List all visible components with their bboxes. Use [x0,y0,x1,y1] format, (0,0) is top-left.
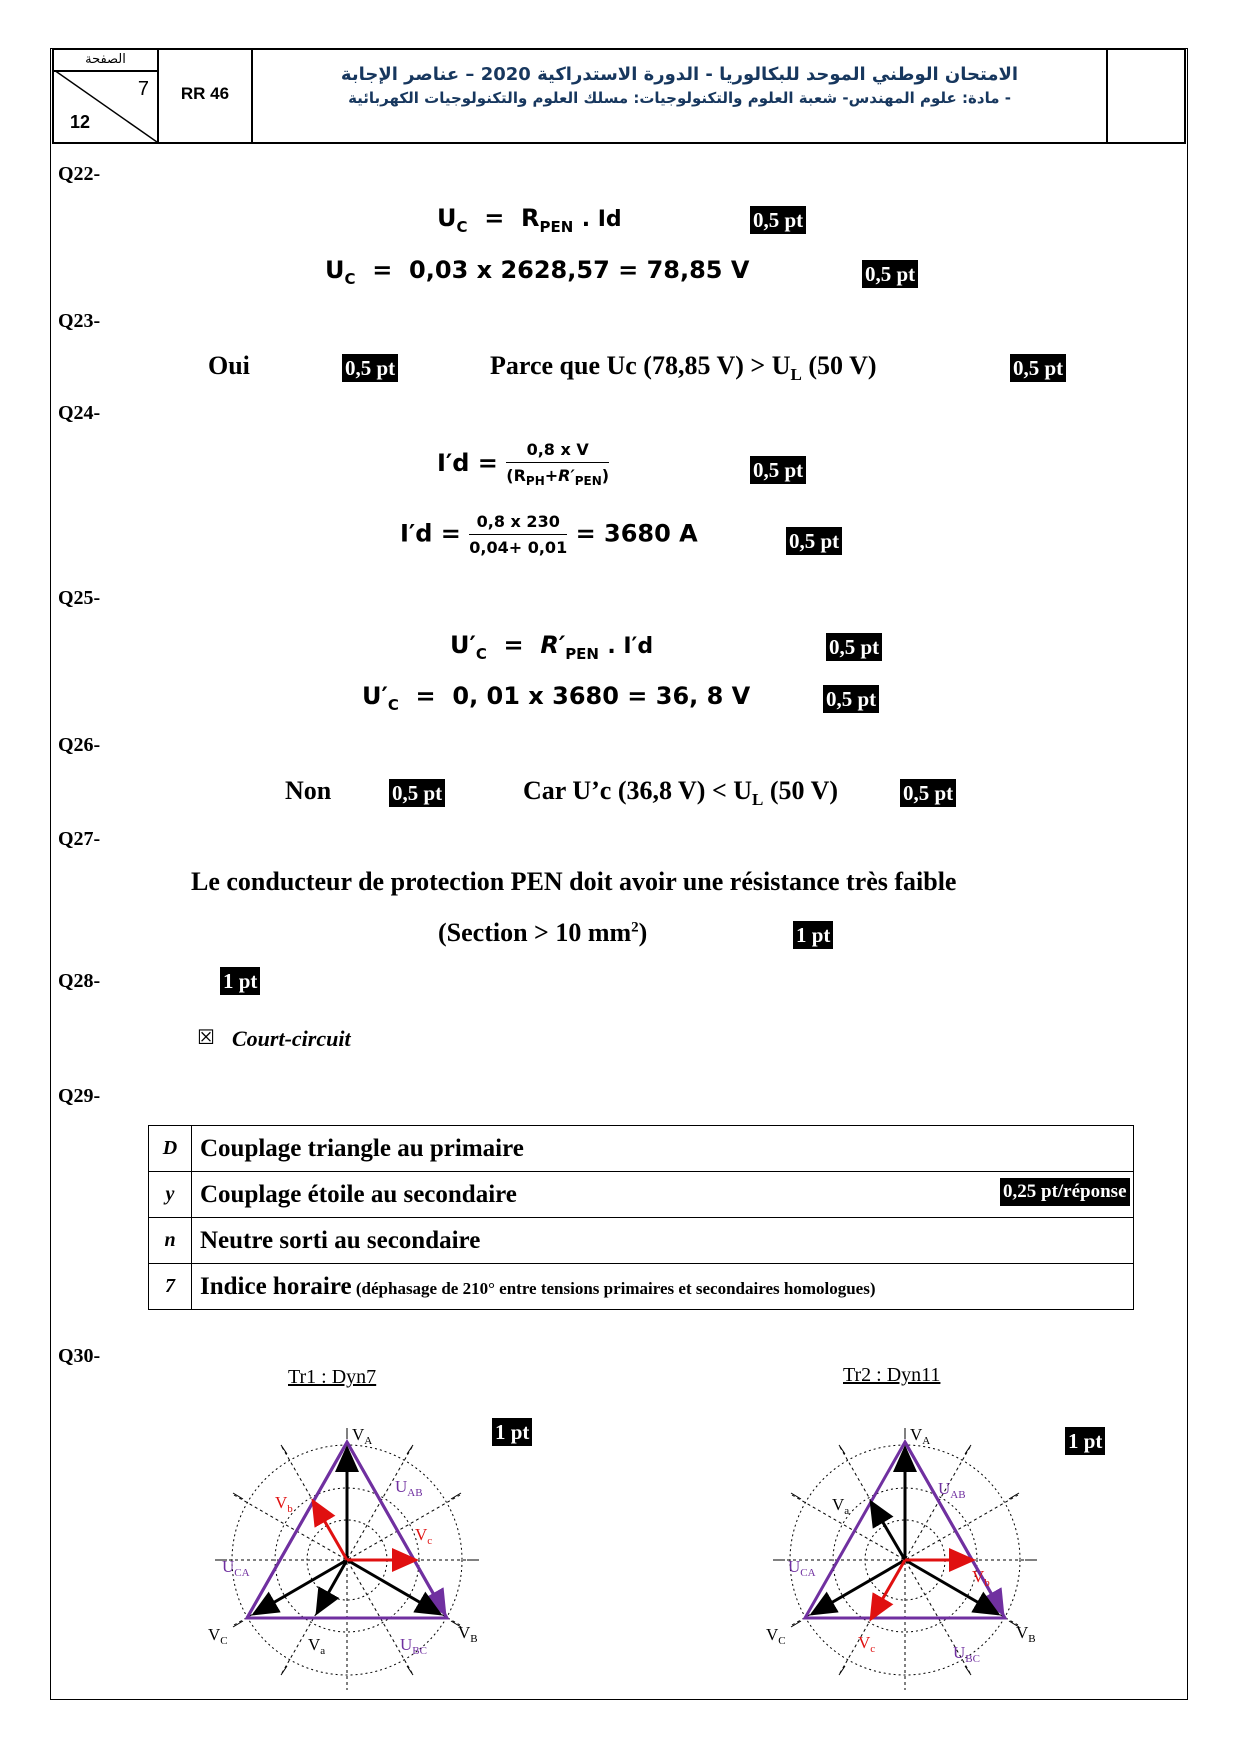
q24-points-1: 0,5 pt [750,456,806,484]
table-row [149,1218,1134,1264]
page-total: 12 [70,112,91,132]
q23-answer: Oui [208,351,250,380]
q27-line-2 [438,918,647,948]
q27-line-2-text: (Section > 10 mm [438,918,632,947]
label-vb: $V_B$ [1016,1623,1036,1645]
q22-points-1: 0,5 pt [750,206,806,234]
label-vb: $V_B$ [458,1623,478,1645]
q26-reason-sub: L [752,790,764,810]
q25-f1-tail: . I′d [607,634,654,659]
q25-f1-lhs-sub: C [475,644,487,663]
q23-label: Q23- [58,310,101,332]
q27-label: Q27- [58,828,101,850]
q24-points-2: 0,5 pt [786,527,842,555]
q23-reason-tail: (50 V) [801,351,877,380]
table-row [149,1264,1134,1310]
label-ubc: $U_{BC}$ [953,1643,980,1665]
q27-line-1: Le conducteur de protection PEN doit avoir une résistance très faible [191,867,957,896]
q25-f2-lhs: U′ [362,682,388,710]
label-uab: $U_{AB}$ [938,1479,966,1501]
q27-points: 1 pt [793,921,833,949]
title-line-2: - مادة: علوم المهندس- شعبة العلوم والتكنولوجيات: مسلك العلوم والتكنولوجيات الكهربائية [348,89,1011,107]
q22-formula: $U_C = R_{PEN}$ . Id [437,204,622,236]
label-va-small: $V_a$ [308,1635,326,1657]
diagram2-points: 1 pt [1065,1427,1105,1455]
q23-reason-text: Parce que Uc (78,85 V) > U [490,351,791,380]
phasor-diagram-dyn11 [758,1400,1058,1690]
q24-den-a: (R [506,466,526,485]
q24-den-mid: +R′ [544,466,575,485]
table-value [192,1264,1134,1310]
table-value: Neutre sorti au secondaire [192,1218,1134,1264]
q26-reason-tail: (50 V) [763,776,839,805]
q28-answer: Court-circuit [232,1026,351,1051]
table-value: Couplage étoile au secondaire [192,1172,1134,1218]
q26-label: Q26- [58,734,101,756]
q25-label: Q25- [58,587,101,609]
label-uab: $U_{AB}$ [395,1477,423,1499]
table-value: Couplage triangle au primaire [192,1126,1134,1172]
page-number: 7 [137,78,149,100]
q24-label: Q24- [58,402,101,424]
table-key: n [149,1218,192,1264]
exam-title [253,50,1108,142]
q25-calculation: $U'_C = 0$, 01 x 3680 = 36, 8 V [362,682,751,714]
q27-line-2-tail: ) [638,918,648,947]
page-label: الصفحة [54,50,157,72]
vb-small-arrow [313,1501,347,1560]
q25-f1-rhs-sub: PEN [565,644,599,663]
diagram2-caption: Tr2 : Dyn11 [843,1364,941,1386]
va-small-arrow [871,1502,905,1560]
q24-numerator-2: 0,8 x 230 [469,512,567,535]
q25-points-1: 0,5 pt [826,633,882,661]
q22-points-2: 0,5 pt [862,260,918,288]
exam-header [52,48,1186,144]
q22-calculation: $U_C = 0,03$ x 2628,57 = 78,85 V [325,256,750,288]
q26-points-1: 0,5 pt [389,779,445,807]
phasor-diagram-dyn7 [200,1400,500,1690]
q25-f2-rhs: 0, 01 x 3680 = 36, 8 V [452,682,751,710]
q25-f1-lhs: U′ [450,631,476,659]
q25-f2-lhs-sub: C [387,695,399,714]
q25-points-2: 0,5 pt [823,685,879,713]
q24-fraction [506,440,609,488]
label-va-small: $V_a$ [832,1495,850,1517]
empty-cell [1108,50,1186,142]
q26-reason-text: Car U’c (36,8 V) < U [523,776,753,805]
q22-calc-lhs: U [325,256,345,284]
q24-lhs2: I′d = [400,519,461,548]
label-ubc: $U_{BC}$ [400,1635,427,1657]
label-vb-small: $V_b$ [275,1493,293,1515]
q22-label: Q22- [58,163,101,185]
q25-f1-rhs: R′ [540,631,566,659]
title-line-1: الامتحان الوطني الموحد للبكالوريا - الدورة الاستدراكية 2020 – عناصر الإجابة [340,64,1019,85]
q27-line-2-sup: 2 [631,919,639,936]
q22-formula-rhs-sub: PEN [539,217,574,236]
label-uca: $U_{CA}$ [222,1557,250,1579]
table-key: 7 [149,1264,192,1310]
q25-formula: $U'_C = R'_{PEN}$ . I′d [450,631,654,663]
label-vc: $V_C$ [766,1625,786,1647]
coupling-table [148,1125,1134,1310]
q24-calculation [400,512,698,557]
q30-label: Q30- [58,1345,101,1367]
q23-reason-sub: L [790,365,802,385]
q23-points-1: 0,5 pt [342,354,398,382]
q23-points-2: 0,5 pt [1010,354,1066,382]
q24-result: = 3680 A [575,519,698,548]
q28-label: Q28- [58,970,101,992]
q24-denominator-2: 0,04+ 0,01 [469,538,568,557]
q24-lhs: I′d = [437,449,498,478]
label-vc: $V_C$ [208,1625,228,1647]
label-vc-small: $V_c$ [415,1525,433,1547]
q22-formula-lhs: U [437,204,457,232]
q29-points: 0,25 pt/réponse [1000,1178,1130,1206]
q24-den-sub2: PEN [574,474,602,489]
q22-calc-lhs-sub: C [344,269,356,288]
q22-calc-rhs: 0,03 x 2628,57 = 78,85 V [409,256,750,284]
q22-formula-rhs: R [521,204,540,232]
q26-points-2: 0,5 pt [900,779,956,807]
checkbox-checked-icon: ☒ [197,1025,215,1049]
diagram1-points: 1 pt [492,1418,532,1446]
q24-fraction-2 [469,512,567,557]
table-key: y [149,1172,192,1218]
q22-formula-lhs-sub: C [456,217,468,236]
q29-label: Q29- [58,1085,101,1107]
q24-den-sub: PH [525,474,545,489]
table-row [149,1126,1134,1172]
label-va: $V_A$ [910,1425,931,1447]
label-uca: $U_{CA}$ [788,1557,816,1579]
q24-den-tail: ) [601,466,610,485]
table-key: D [149,1126,192,1172]
q26-answer: Non [285,776,332,805]
q24-denominator [506,463,609,488]
q24-numerator: 0,8 x V [506,440,609,463]
vb-arrow [347,1560,440,1614]
table-row [149,1172,1134,1218]
label-va: $V_A$ [352,1425,373,1447]
table-value-text: Indice horaire [200,1272,352,1300]
page-number-cell [54,50,159,142]
diagram1-caption: Tr1 : Dyn7 [288,1366,377,1388]
table-value-note: (déphasage de 210° entre tensions primaires et secondaires homologues) [351,1278,876,1298]
label-vb-small: $V_b$ [972,1567,990,1589]
q23-reason [490,351,877,385]
q22-formula-tail: . Id [581,207,622,232]
q26-reason [523,776,838,810]
q24-formula [437,440,609,488]
label-vc-small: $V_c$ [858,1633,876,1655]
exam-code: RR 46 [159,50,253,142]
q28-points: 1 pt [220,967,260,995]
